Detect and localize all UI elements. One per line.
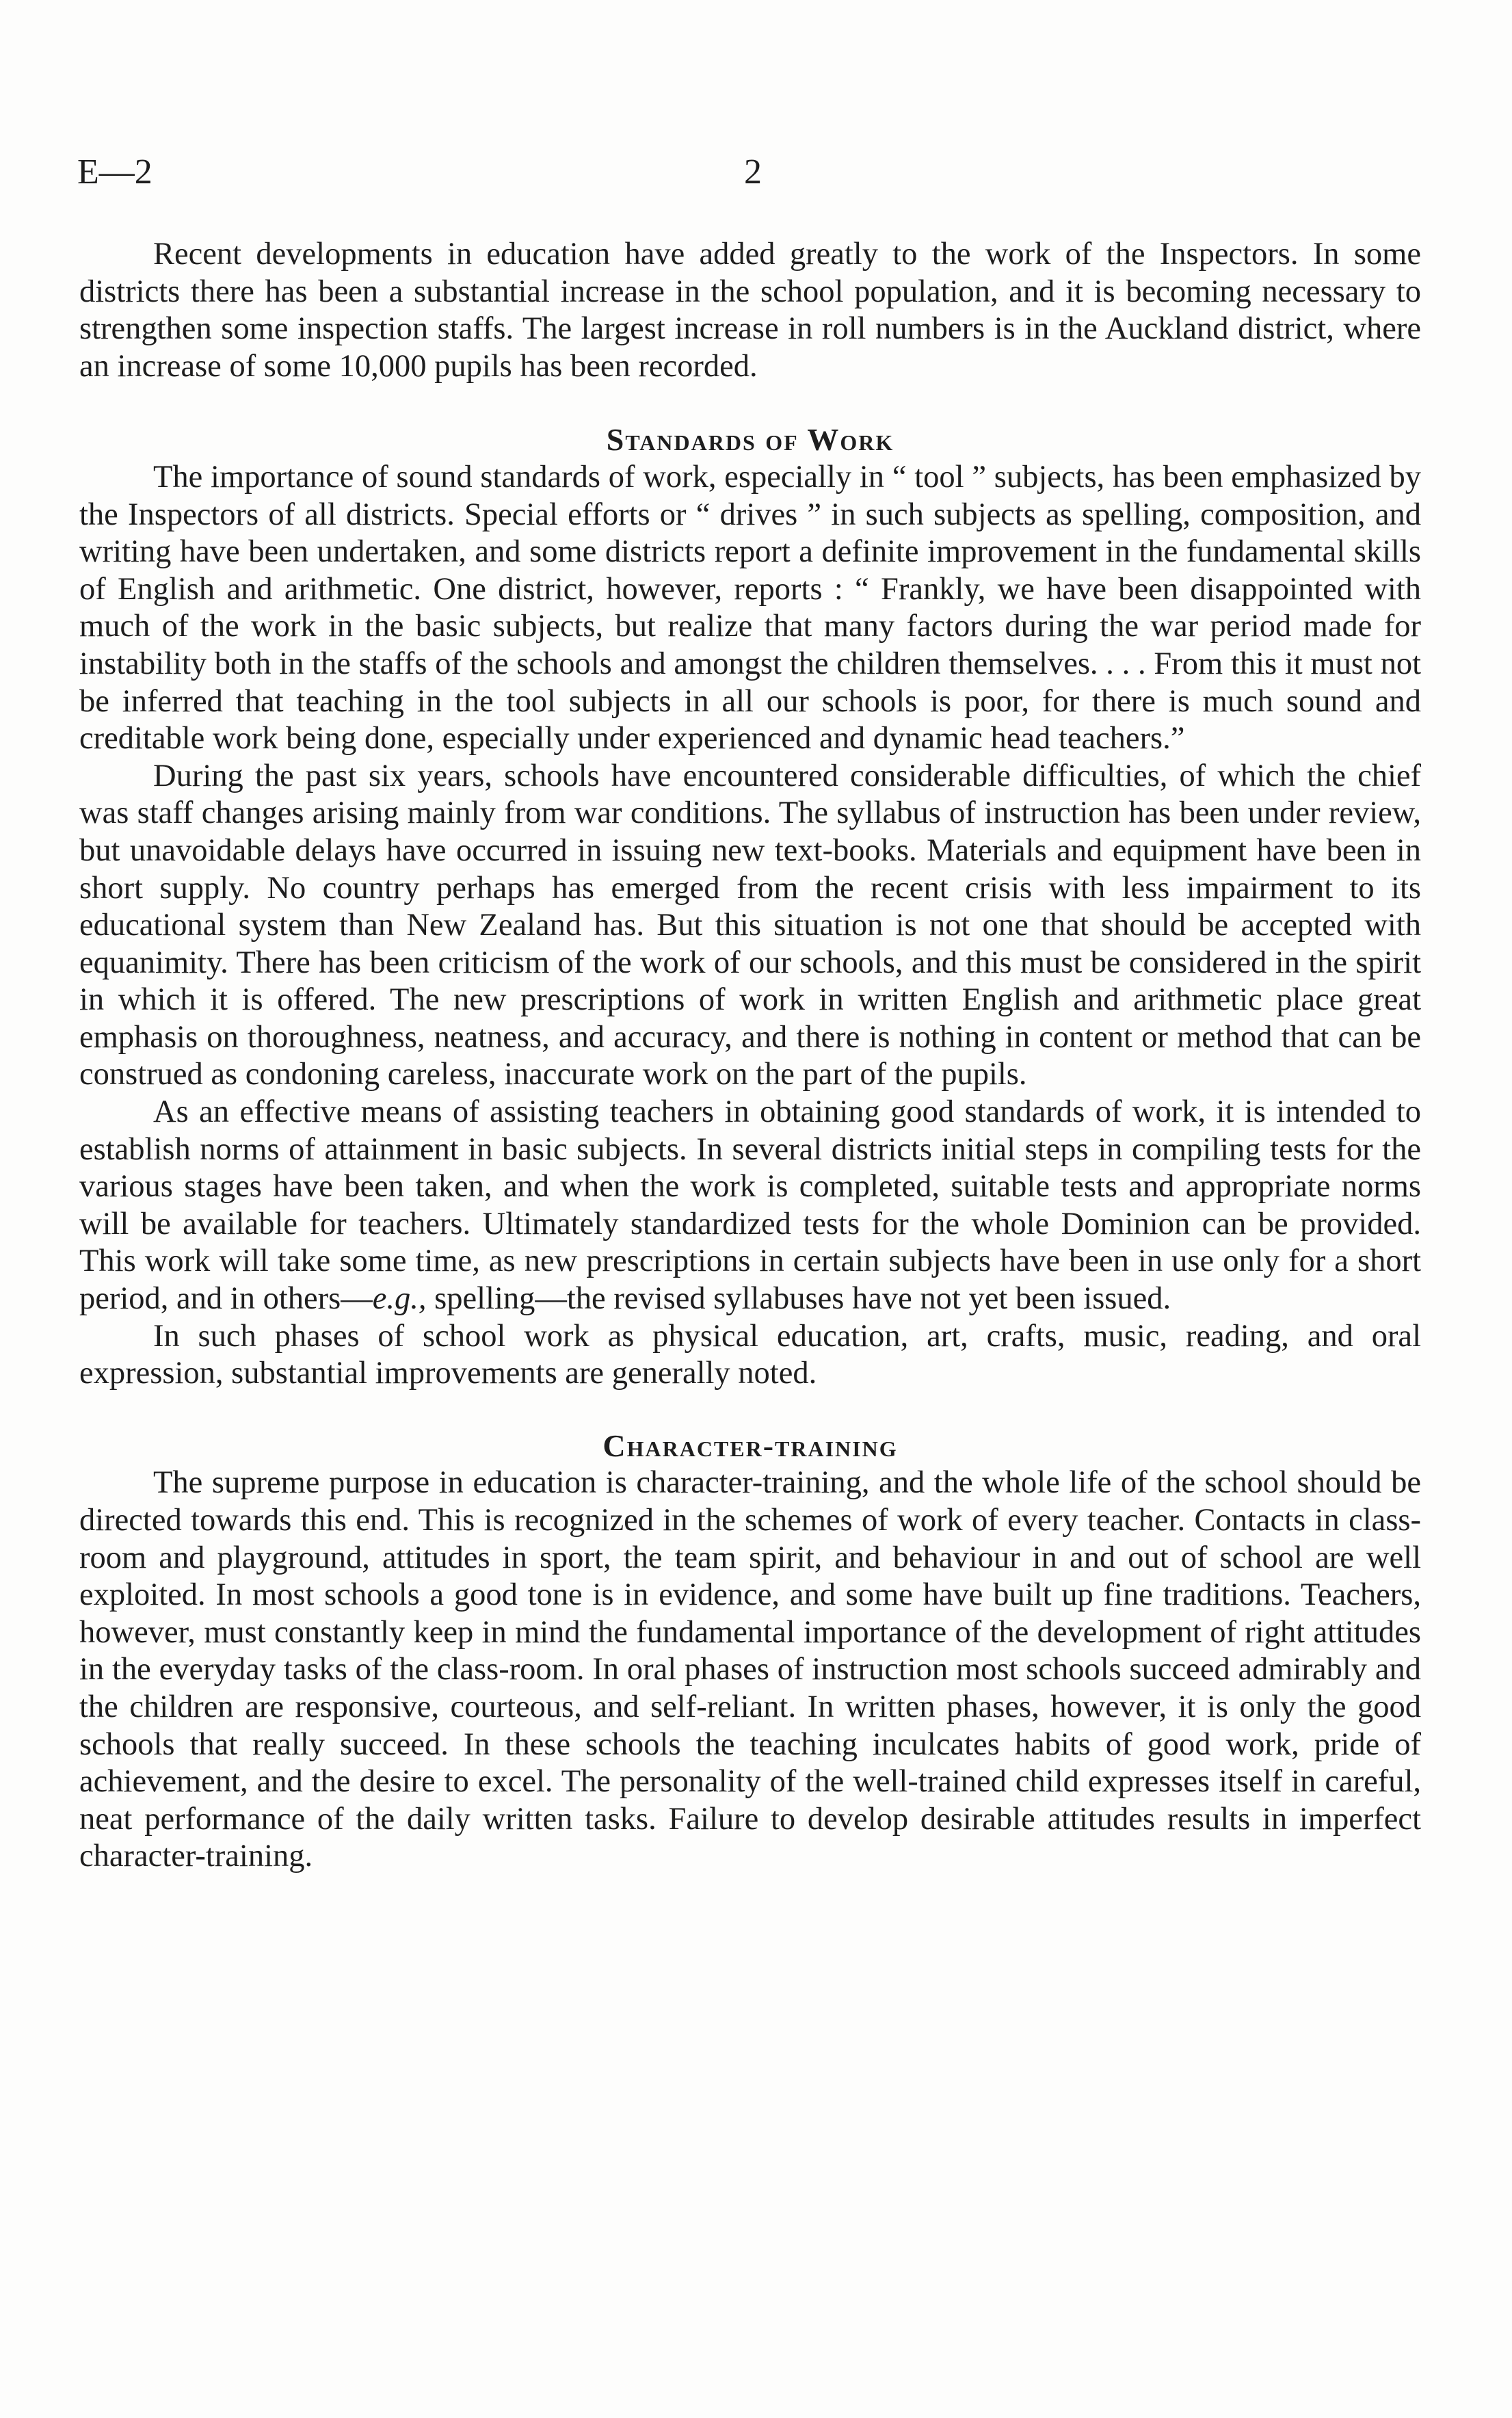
character-paragraph: The supreme purpose in education is character-training, and the whole life of the school should be directed towards this end. This is recognized in the schemes of work of every teacher. Contacts in class-room and playground, attitudes in sport, the team spirit, and behaviour in and out of school are well exploited. In most schools a good tone is in evidence, and some have built up fine traditions. Teachers, however, must constantly keep in mind the fundamental importance of the development of right attitudes in the everyday tasks of the class-room. In oral phases of instruction most schools succeed admirably and the children are responsive, courteous, and self-reliant. In written phases, however, it is only the good schools that really succeed. In these schools the teaching inculcates habits of good work, pride of achievement, and the desire to excel. The personality of the well-trained child expresses itself in careful, neat performance of the daily written tasks. Failure to develop desirable attitudes results in imperfect character-training.	[79, 1465, 1421, 1874]
standards-paragraph-4: In such phases of school work as physical education, art, crafts, music, reading, and oral expression, substantial improvements are generally noted.	[79, 1318, 1421, 1391]
page-reference: E—2	[77, 153, 152, 192]
page-body	[79, 236, 1421, 1876]
standards-paragraph-1: The importance of sound standards of work, especially in “ tool ” subjects, has been emphasized by the Inspectors of all districts. Special efforts or “ drives ” in such subjects as spelling, composition, and writing have been undertaken, and some districts report a definite improvement in the fundamental skills of English and arithmetic. One district, however, reports : “ Frankly, we have been disappointed with much of the work in the basic subjects, but realize that many factors during the war period made for instability both in the staffs of the schools and amongst the children themselves. . . . From this it must not be inferred that teaching in the tool subjects in all our schools is poor, for there is much sound and creditable work being done, especially under experienced and dynamic head teachers.”	[79, 459, 1421, 757]
standards-paragraph-3	[79, 1094, 1421, 1318]
eg-abbreviation: e.g.,	[372, 1281, 427, 1317]
intro-paragraph: Recent developments in education have added greatly to the work of the Inspectors. In some districts there has been a substantial increase in the school population, and it is becoming necessary to strengthen some inspection staffs. The largest increase in roll numbers is in the Auckland district, where an increase of some 10,000 pupils has been recorded.	[79, 237, 1421, 384]
standards-paragraph-2: During the past six years, schools have encountered considerable difficulties, of which the chief was staff changes arising mainly from war conditions. The syllabus of instruction has been under review, but unavoidable delays have occurred in issuing new text-books. Materials and equipment have been in short supply. No country perhaps has emerged from the recent crisis with less impairment to its educational system than New Zealand has. But this situation is not one that should be accepted with equanimity. There has been criticism of the work of our schools, and this must be considered in the spirit in which it is offered. The new prescriptions of work in written English and arithmetic place great emphasis on thoroughness, neatness, and accuracy, and there is nothing in content or method that can be construed as condoning careless, inaccurate work on the part of the pupils.	[79, 758, 1421, 1092]
section-heading-standards: Standards of Work	[606, 422, 894, 458]
standards-paragraph-3-text: As an effective means of assisting teachers in obtaining good standards of work, it is intended to establish norms of attainment in basic subjects. In several districts initial steps in compiling tests for the various stages have been taken, and when the work is completed, suitable tests and appropriate norms will be available for teachers. Ultimately standardized tests for the whole Dominion can be provided. This work will take some time, as new prescriptions in certain subjects have been in use only for a short period, and in others—	[79, 1094, 1421, 1317]
standards-paragraph-3-tail: spelling—the revised syllabuses have not yet been issued.	[426, 1281, 1171, 1317]
section-heading-character: Character-training	[602, 1428, 898, 1463]
page-number: 2	[744, 153, 762, 192]
